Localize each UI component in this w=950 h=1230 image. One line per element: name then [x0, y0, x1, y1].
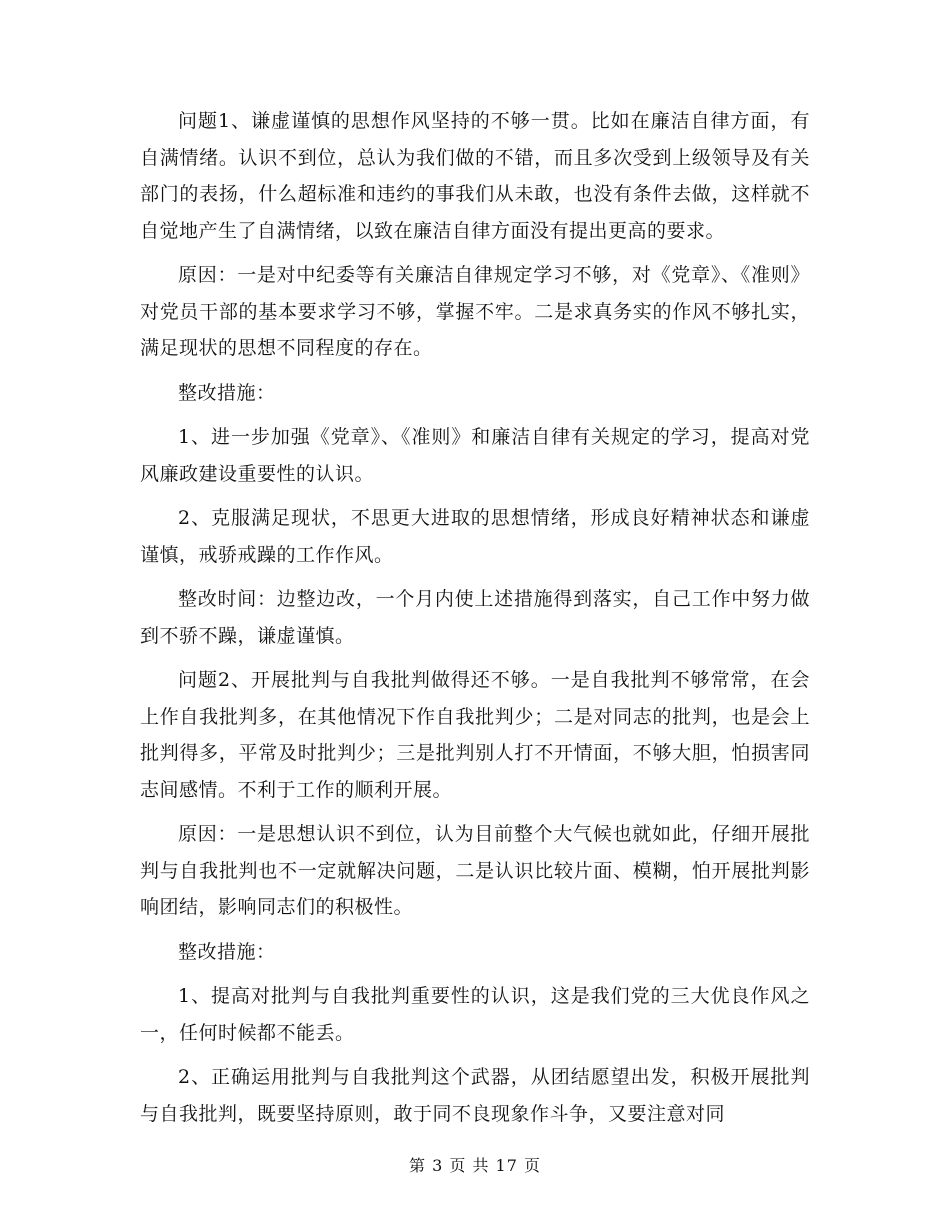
paragraph: 整改措施： — [178, 381, 276, 404]
paragraph: 问题2、开展批判与自我批判做得还不够。一是自我批判不够常常，在会上作自我批判多，在其他情况下作自我批判少；二是对同志的批判，也是会上批判得多，平常及时批判少；三是批判别人打不开情面，不够大胆，怕损害同志间感情。不利于工作的顺利开展。 — [140, 669, 810, 801]
document-body — [140, 103, 810, 1140]
paragraph: 原因：一是对中纪委等有关廉洁自律规定学习不够，对《党章》、《准则》对党员干部的基本要求学习不够，掌握不牢。二是求真务实的作风不够扎实，满足现状的思想不同程度的存在。 — [140, 264, 810, 359]
paragraph: 整改时间：边整边改，一个月内使上述措施得到落实，自己工作中努力做到不骄不躁，谦虚谨慎。 — [140, 588, 810, 647]
paragraph: 问题1、谦虚谨慎的思想作风坚持的不够一贯。比如在廉洁自律方面，有自满情绪。认识不到位，总认为我们做的不错，而且多次受到上级领导及有关部门的表扬，什么超标准和违约的事我们从未敢，也没有条件去做，这样就不自觉地产生了自满情绪，以致在廉洁自律方面没有提出更高的要求。 — [140, 110, 810, 242]
page-label-mid: 页 共 — [449, 1156, 490, 1175]
paragraph: 整改措施： — [178, 940, 276, 963]
paragraph: 1、提高对批判与自我批判重要性的认识，这是我们党的三大优良作风之一，任何时候都不能丢。 — [140, 985, 810, 1044]
paragraph: 2、正确运用批判与自我批判这个武器，从团结愿望出发，积极开展批判与自我批判，既要坚持原则，敢于同不良现象作斗争，又要注意对同 — [140, 1066, 810, 1125]
paragraph: 2、克服满足现状，不思更大进取的思想情绪，形成良好精神状态和谦虚谨慎，戒骄戒躁的工作作风。 — [140, 507, 810, 566]
page-label-suffix: 页 — [524, 1156, 542, 1175]
page-footer — [0, 1153, 950, 1176]
paragraph: 原因：一是思想认识不到位，认为目前整个大气候也就如此，仔细开展批判与自我批判也不一定就解决问题，二是认识比较片面、模糊，怕开展批判影响团结，影响同志们的积极性。 — [140, 823, 810, 918]
total-pages-number: 17 — [495, 1156, 518, 1175]
paragraph: 1、进一步加强《党章》、《准则》和廉洁自律有关规定的学习，提高对党风廉政建设重要性的认识。 — [140, 426, 810, 485]
current-page-number: 3 — [432, 1156, 444, 1175]
page-label-prefix: 第 — [408, 1156, 426, 1175]
